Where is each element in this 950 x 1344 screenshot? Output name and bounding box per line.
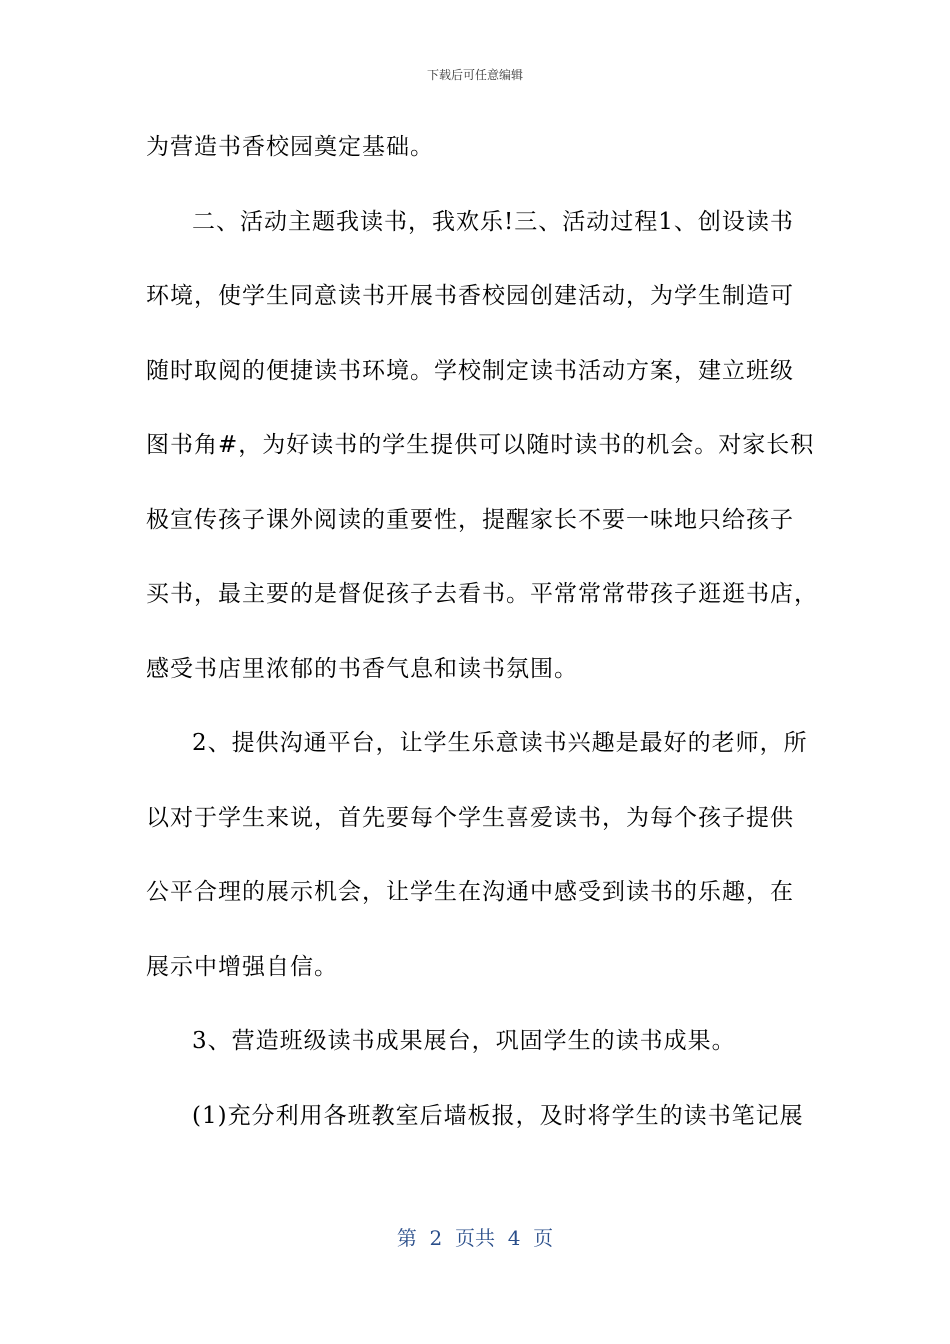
paragraph-line: 展示中增强自信。 [146,953,338,980]
paragraph-line: 为营造书香校园奠定基础。 [146,134,434,160]
paragraph-line: 图书角#，为好读书的学生提供可以随时读书的机会。对家长积 [146,432,815,458]
paragraph-line: 3、营造班级读书成果展台，巩固学生的读书成果。 [192,1028,736,1054]
paragraph-line: (1)充分利用各班教室后墙板报，及时将学生的读书笔记展 [192,1102,804,1129]
paragraph-line: 感受书店里浓郁的书香气息和读书氛围。 [146,655,578,682]
paragraph-line: 买书，最主要的是督促孩子去看书。平常常常带孩子逛逛书店， [146,581,818,607]
paragraph-line: 环境，使学生同意读书开展书香校园创建活动，为学生制造可 [146,283,794,309]
paragraph-line: 随时取阅的便捷读书环境。学校制定读书活动方案，建立班级 [146,357,794,384]
body-text [146,122,818,1165]
header-note: 下载后可任意编辑 [426,68,523,82]
paragraph-line: 2、提供沟通平台，让学生乐意读书兴趣是最好的老师，所 [192,730,808,756]
paragraph-line: 二、活动主题我读书，我欢乐!三、活动过程1、创设读书 [192,208,794,235]
page-number: 第 2 页共 4 页 [396,1226,554,1250]
paragraph-line: 以对于学生来说，首先要每个学生喜爱读书，为每个孩子提供 [146,804,794,831]
paragraph-line: 极宣传孩子课外阅读的重要性，提醒家长不要一味地只给孩子 [146,506,794,533]
paragraph-line: 公平合理的展示机会，让学生在沟通中感受到读书的乐趣，在 [146,879,794,905]
